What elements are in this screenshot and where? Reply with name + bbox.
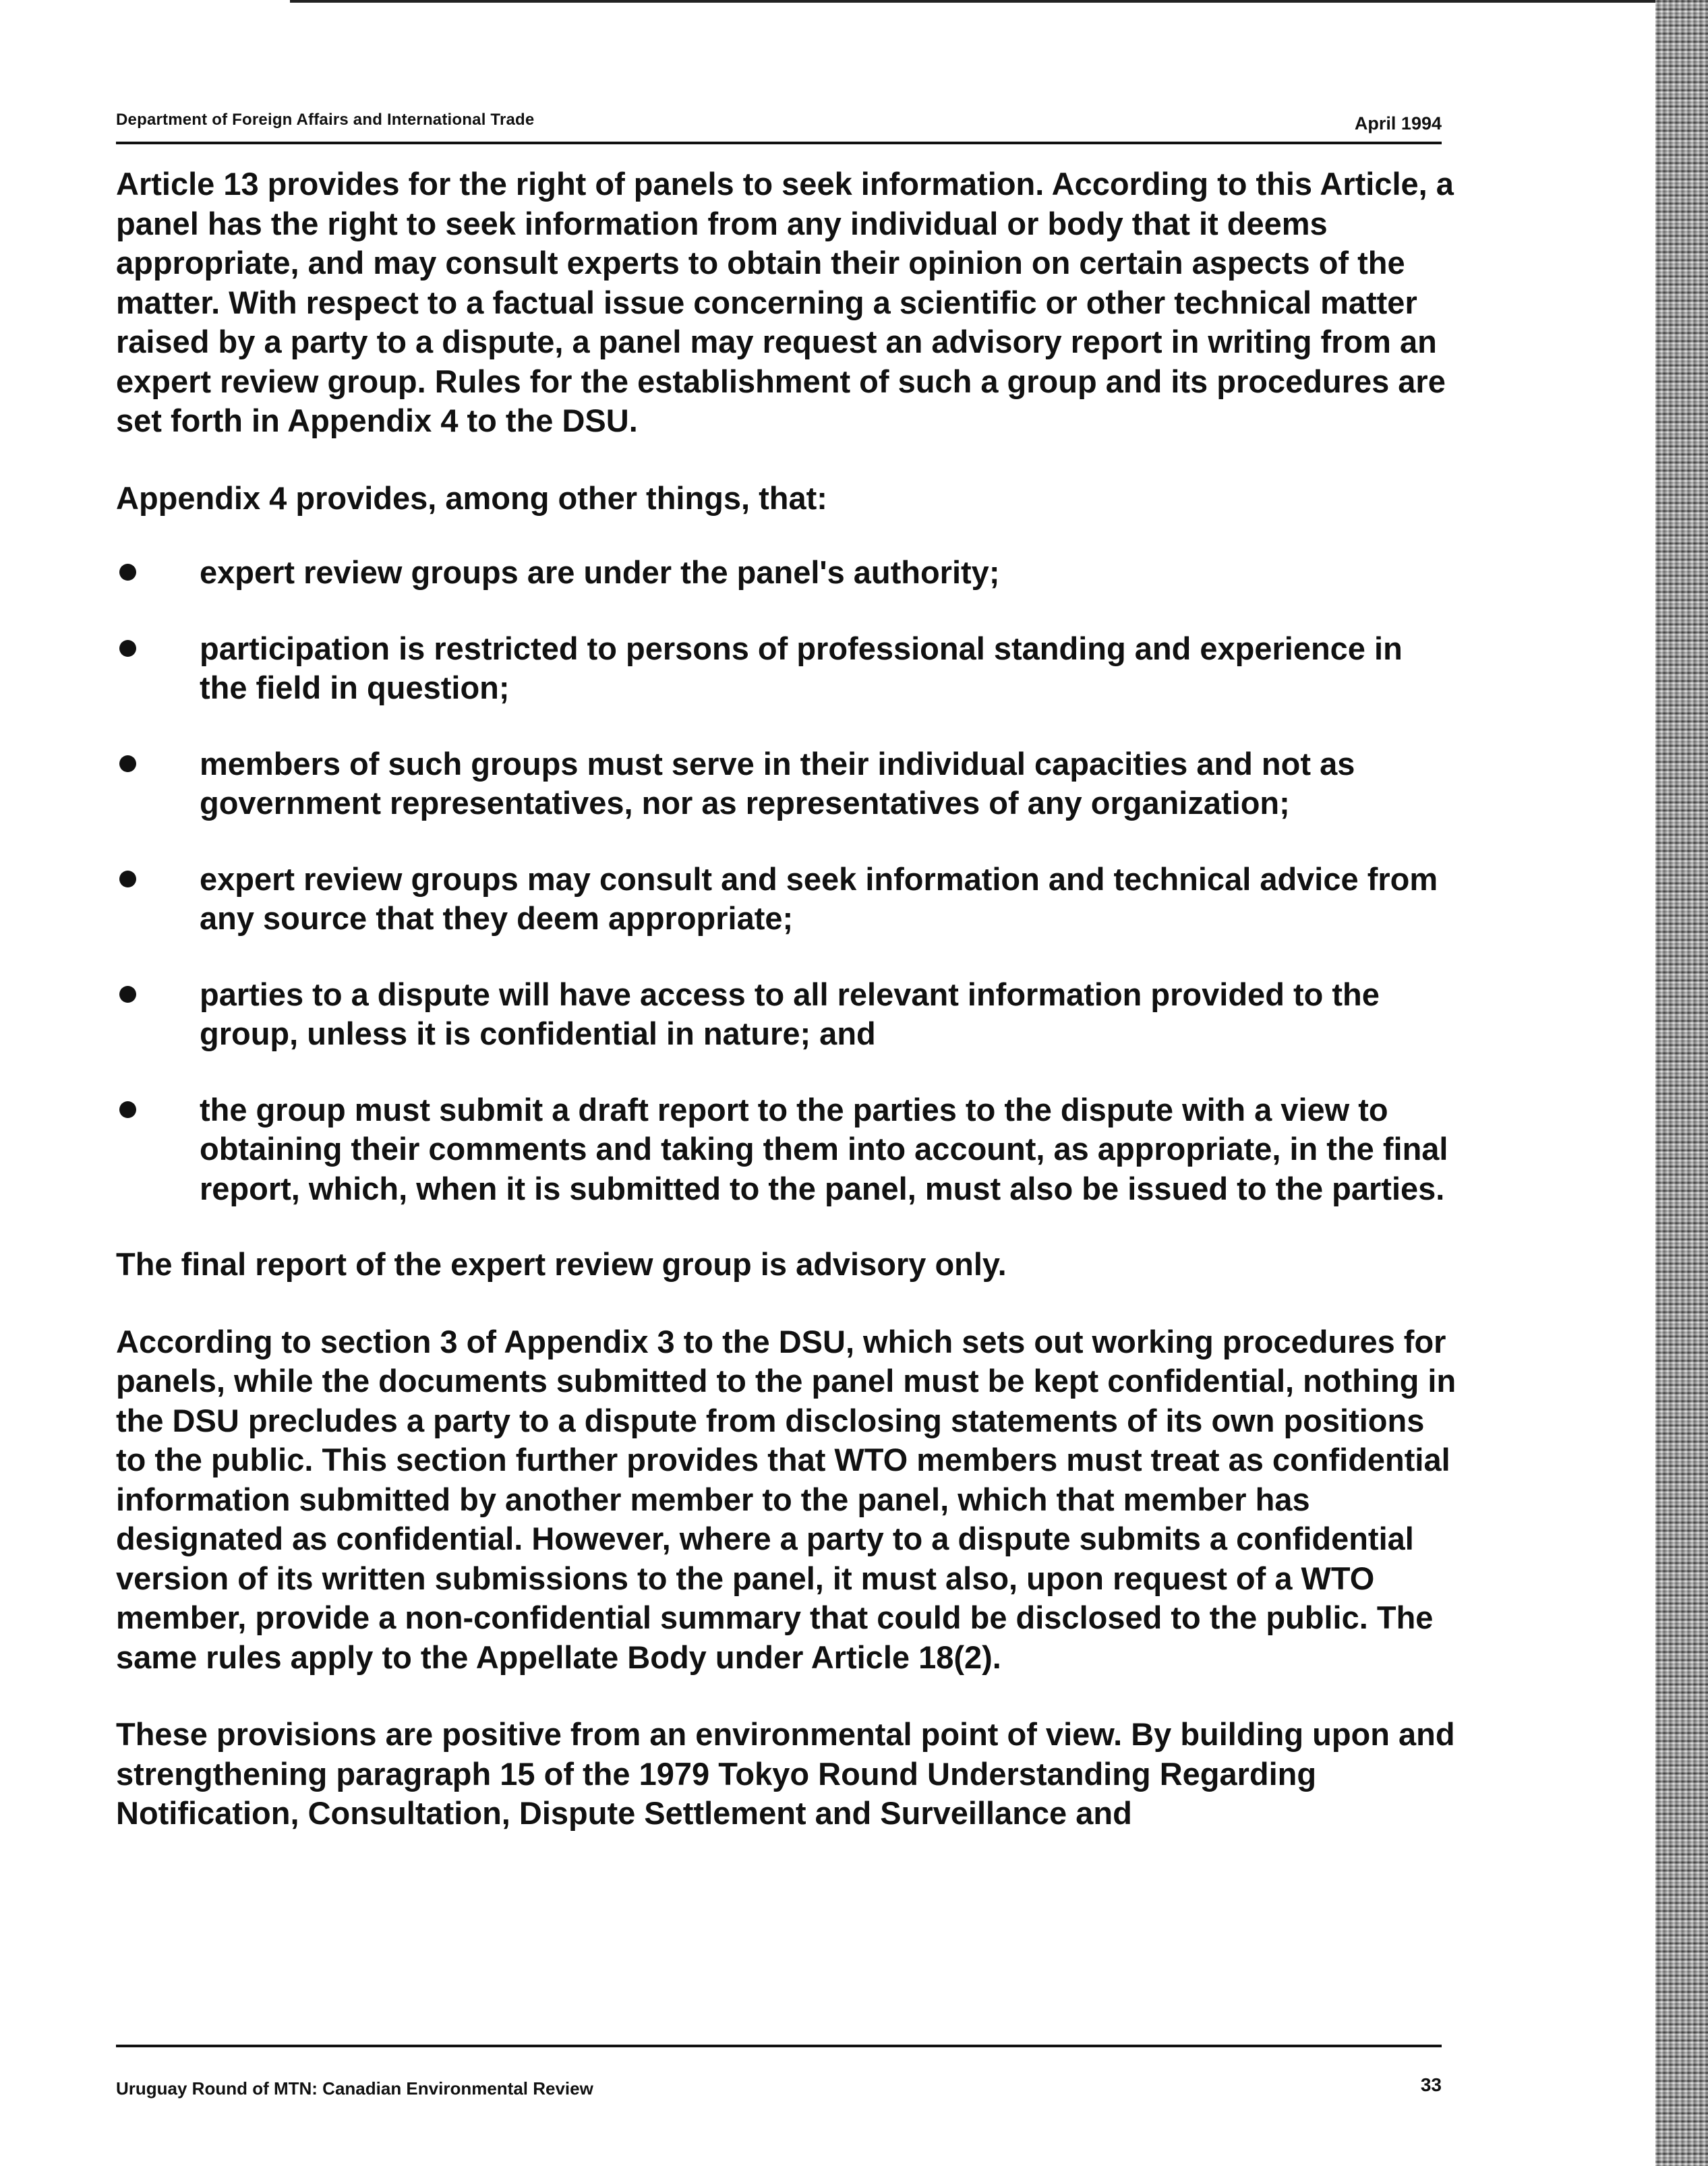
list-item-text: the group must submit a draft report to the parties to the dispute with a view to obtaining their comments and taking them into account, as appropriate, in the final report, which, when it is submitted to the panel, must also be issued to the parties. (200, 1091, 1448, 1206)
list-item-text: expert review groups are under the panel's authority; (200, 554, 1000, 590)
paragraph-advisory-only: The final report of the expert review group is advisory only. (116, 1246, 1007, 1282)
bullet-icon (119, 755, 136, 772)
bullet-icon (119, 986, 136, 1003)
bullet-icon (119, 1101, 136, 1118)
paragraph-appendix-3-confidentiality: According to section 3 of Appendix 3 to the DSU, which sets out working procedures for panels, while the documents submitted to the panel must be kept confidential, nothing in the DSU precludes a party to a dispute from disclosing statements of its own positions to the public. This section further provides that WTO members must treat as confidential information submitted by another member to the panel, which that member has designated as confidential. However, where a party to a dispute submits a confidential version of its written submissions to the panel, it must also, upon request of a WTO member, provide a non-confidential summary that could be disclosed to the public. The same rules apply to the Appellate Body under Article 18(2). (116, 1323, 1456, 1675)
document-body (116, 165, 1458, 1871)
list-item (116, 860, 1458, 939)
header-divider (116, 142, 1442, 144)
list-item-text: parties to a dispute will have access to all relevant information provided to the group, unless it is confidential in nature; and (200, 976, 1380, 1051)
header-department: Department of Foreign Affairs and International Trade (116, 111, 535, 129)
bullet-icon (119, 564, 136, 581)
list-item (116, 1090, 1458, 1209)
list-item (116, 975, 1458, 1054)
list-item-text: expert review groups may consult and seek information and technical advice from any source that they deem appropriate; (200, 860, 1438, 936)
page-header (116, 108, 1442, 143)
list-item-text: participation is restricted to persons of professional standing and experience in the field in question; (200, 630, 1403, 705)
footer-publication-title: Uruguay Round of MTN: Canadian Environmental Review (116, 2078, 593, 2099)
paragraph-environmental-view: These provisions are positive from an environmental point of view. By building upon and strengthening paragraph 15 of the 1979 Tokyo Round Understanding Regarding Notification, Consultation, Dispute Settlement and Surveillance and (116, 1716, 1455, 1831)
header-date: April 1994 (1354, 113, 1442, 134)
paragraph-appendix-4-intro: Appendix 4 provides, among other things, that: (116, 479, 827, 516)
page-number: 33 (1420, 2074, 1442, 2095)
paragraph-article-13: Article 13 provides for the right of panels to seek information. According to this Article, a panel has the right to seek information from any individual or body that it deems appropriate, and may consult experts to obtain their opinion on certain aspects of the matter. With respect to a factual issue concerning a scientific or other technical matter raised by a party to a dispute, a panel may request an advisory report in writing from an expert review group. Rules for the establishment of such a group and its procedures are set forth in Appendix 4 to the DSU. (116, 166, 1454, 438)
list-item-text: members of such groups must serve in their individual capacities and not as government representatives, nor as representatives of any organization; (200, 745, 1355, 821)
list-item (116, 553, 1458, 593)
bullet-icon (119, 871, 136, 887)
scan-edge-artifact (1655, 0, 1708, 2166)
bullet-icon (119, 640, 136, 657)
list-item (116, 744, 1458, 823)
page-footer (116, 2072, 1442, 2104)
list-item (116, 629, 1458, 708)
appendix-4-bullet-list (116, 553, 1458, 1208)
footer-divider (116, 2045, 1442, 2047)
top-border-line (290, 0, 1659, 3)
